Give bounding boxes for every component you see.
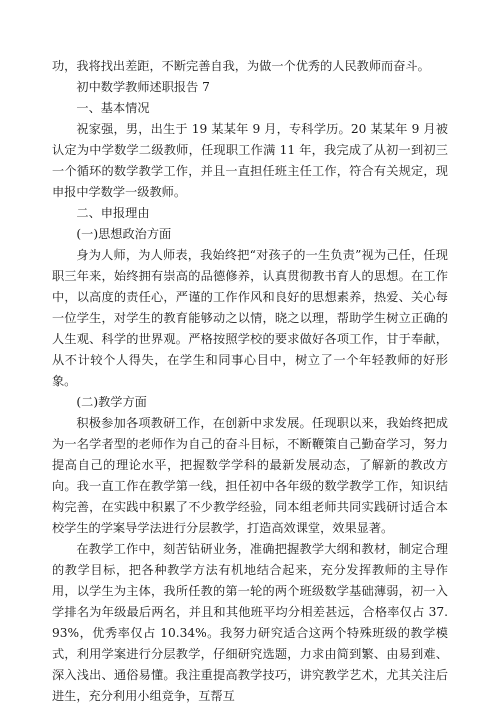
section2-heading: 二、申报理由	[76, 206, 150, 220]
subsection1-paragraph: 身为人师，为人师表，我始终把“对孩子的一生负责”视为己任，任现职三年来，始终拥有崇高的品德修养，认真贯彻教书育人的思想。在工作中，以高度的责任心，严谨的工作作风和良好的思想素养，热爱、关心每一位学生，对学生的教育能够动之以情，晓之以理，帮助学生树立正确的人生观、科学的世界观。严格按照学校的要求做好各项工作，甘于奉献，从不计较个人得失，在学生和同事心目中，树立了一个年轻教师的好形象。	[52, 248, 448, 388]
section1-paragraph: 祝家强，男，出生于 19 某某年 9 月，专科学历。20 某某年 9 月被认定为中学数学二级教师，任现职工作满 11 年，我完成了从初一到初三一个循环的数学教学工作，并且一直担任班主任工作，符合有关规定，现申报中学数学一级教师。	[52, 122, 448, 199]
section1-heading: 一、基本情况	[76, 101, 150, 115]
subsection2-paragraph-1: 积极参加各项教研工作，在创新中求发展。任现职以来，我始终把成为一名学者型的老师作为自己的奋斗目标，不断鞭策自己勤奋学习，努力提高自己的理论水平，把握数学学科的最新发展动态，了解新的教改方向。我一直工作在教学第一线，担任初中各年级的数学教学工作，知识结构完善，在实践中积累了不少教学经验，同本组老师共同实践研讨适合本校学生的学案导学法进行分层教学，打造高效课堂，效果显著。	[52, 416, 448, 535]
report-title: 初中数学教师述职报告 7	[76, 80, 210, 94]
subsection2-heading: (二)教学方面	[76, 395, 147, 409]
subsection2-paragraph-2: 在教学工作中，刻苦钻研业务，准确把握教学大纲和教材，制定合理的教学目标，把各种教学方法有机地结合起来，充分发挥教师的主导作用，以学生为主体，我所任教的第一轮的两个班级数学基础薄弱，初一入学排名为年级最后两名，并且和其他班平均分相差甚远，合格率仅占 37.93%，优秀率仅占 10.34%。我努力研究适合这两个特殊班级的教学模式，利用学案进行分层教学，仔细研究选题，力求由简到繁、由易到难、深入浅出、通俗易懂。我注重提高教学技巧，讲究教学艺术，尤其关注后进生，充分利用小组竞争，互帮互	[52, 542, 448, 703]
intro-tail-paragraph: 功，我将找出差距，不断完善自我，为做一个优秀的人民教师而奋斗。	[52, 59, 430, 73]
subsection1-heading: (一)思想政治方面	[76, 227, 172, 241]
